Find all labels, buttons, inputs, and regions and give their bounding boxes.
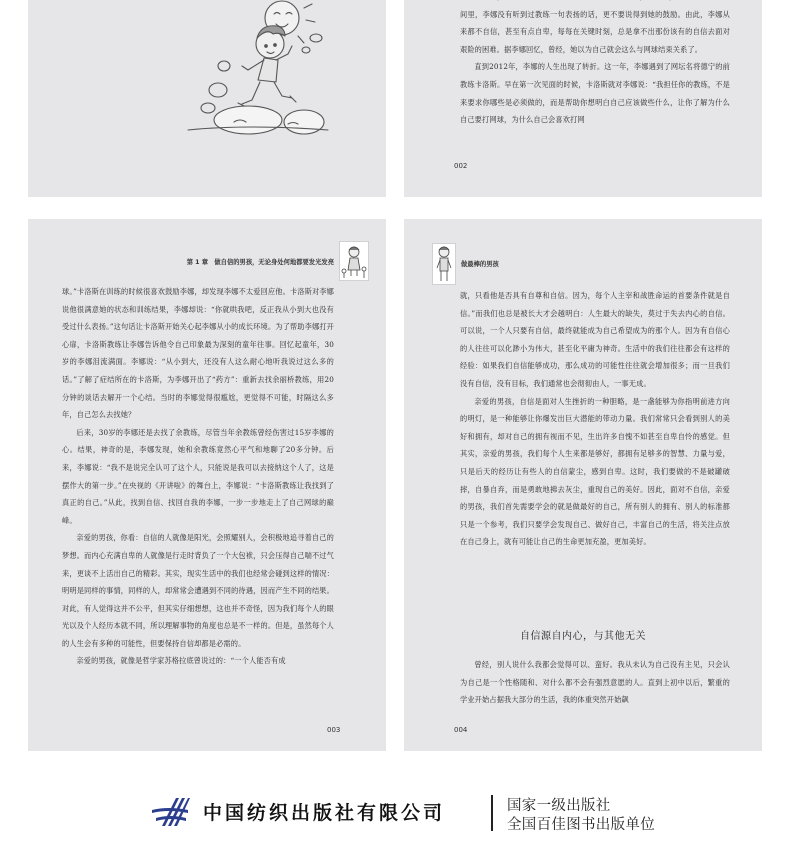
girl-with-flowers-icon xyxy=(339,241,369,281)
page-3-body xyxy=(62,283,334,670)
book-page-1 xyxy=(28,0,386,197)
paragraph: 球。”卡洛斯在训练的时候很喜欢鼓励李娜，却发现李娜不太爱回应他。卡洛斯对李娜说他很满意她的状态和训练结果，李娜却说：“你就哄我吧，反正我从小到大也没有受过什么表扬。”这句话让卡洛斯开始关心起李娜从小的成长环境。为了帮助李娜打开心扉，卡洛斯教练让李娜告诉他令自己印象最为深刻的童年往事。回忆起童年，30岁的李娜泪流满面。李娜说：“从小到大，还没有人这么耐心地听我说过这么多的话。”了解了症结所在的卡洛斯，为李娜开出了“药方”：重新去找余丽桥教练，用20分钟的谈话去解开一个心结。当时的李娜觉得很尴尬，更觉得不可能，时隔这么多年，自己怎么去找她？ xyxy=(62,287,334,420)
paragraph: 间里，李娜没有听到过教练一句表扬的话，更不要说得到她的鼓励。由此，李娜从来都不自信，甚至有点自卑，每每在关键时刻，总是拿不出那份该有的自信去面对艰险的困难。据李娜回忆，曾经，她以为自己就会这么与网球结束关系了。 xyxy=(460,9,730,54)
publisher-name: 中国纺织出版社有限公司 xyxy=(203,802,446,824)
boy-illustration xyxy=(178,0,338,140)
publisher-tagline-1: 国家一级出版社 xyxy=(507,798,611,814)
book-page-2 xyxy=(404,0,762,197)
paragraph: 亲爱的男孩，自信是面对人生挫折的一种胆略，是一盏能够为你指明前进方向的明灯，是一种能够让你爆发出巨大潜能的带动力量。我们常常只会看到别人的美好和拥有，却对自己的拥有视而不见，生出许多自愧不如甚至自卑自怜的感觉。但其实，亲爱的男孩，我们每个人生来都是够好，都拥有足够多的智慧、力量与爱，只是后天的经历让有些人的自信蒙尘，感到自卑。这时，我们要做的不是破罐破摔，自暴自弃，而是勇敢地拂去灰尘，重现自己的美好。因此，面对不自信，亲爱的男孩，我们首先需要学会的就是做最好的自己，所有别人的拥有、别人的标准都只是一个参考，我们只要学会发现自己、做好自己，丰富自己的生活，将关注点放在自己身上，就有可能让自己的生命更加充盈，更加美好。 xyxy=(460,396,730,547)
page-4-body xyxy=(460,287,730,551)
page-number: 003 xyxy=(327,726,341,734)
book-page-3 xyxy=(28,219,386,751)
paragraph: 亲爱的男孩，就像是哲学家苏格拉底曾说过的：“一个人能否有成 xyxy=(76,656,286,666)
paragraph: 曾经，别人说什么我都会觉得可以、蛮好。我从未认为自己没有主见，只会认为自己是一个性格随和、对什么都不会有强烈意愿的人。直到上初中以后，繁重的学业开始占据我大部分的生活，我的体重突然开始飙 xyxy=(460,660,730,705)
publisher-tagline-2: 全国百佳图书出版单位 xyxy=(507,817,655,833)
publisher-logo-icon xyxy=(152,796,190,828)
running-head: 做最棒的男孩 xyxy=(461,261,499,268)
page-4-body-continued xyxy=(460,656,730,709)
paragraph: 亲爱的男孩，你看：自信的人就像是阳光，会照耀别人，会积极地追寻着自己的梦想。而内心充满自卑的人就像是行走时背负了一个大包袱，只会压得自己喘不过气来，更谈不上活出自己的精彩。其实，现实生活中的我们也经常会碰到这样的情况：明明是同样的事情，同样的人，却常常会遭遇到不同的待遇，因而产生不同的结果。对此，有人觉得这并不公平，但其实仔细想想，这也并不奇怪，因为我们每个人的眼光以及个人经历本就不同，所以理解事物的角度也总是不一样的。但是，虽然每个人的人生会有多种的可能性，但要保持自信却都是必需的。 xyxy=(62,533,334,648)
page-number: 002 xyxy=(454,162,468,170)
publisher-footer xyxy=(0,780,790,850)
book-page-4 xyxy=(404,219,762,751)
page-number: 004 xyxy=(454,726,468,734)
section-title: 自信源自内心，与其他无关 xyxy=(520,631,646,642)
paragraph: 就，只看他是否具有自尊和自信。因为，每个人主宰和战胜命运的首要条件就是自信。”而我们也总是被长大才会越明白：人生最大的缺失，莫过于失去内心的自信。可以说，一个人只要有自信，最终就能成为自己希望成为的那个人。因为有自信心的人往往可以化渺小为伟大，甚至化平庸为神奇。生活中的我们往往都会有这样的经验：如果我们自信能够成功，那么成功的可能性往往就会增加很多；而一旦我们没有自信，没有目标，我们通常也会彻彻由人，一事无成。 xyxy=(460,291,730,388)
paragraph: 直到2012年，李娜的人生出现了转折。这一年，李娜遇到了网坛名将德宁的前教练卡洛斯。早在第一次见面的时候，卡洛斯就对李娜说：“我担任你的教练，不是来要求你哪些是必须做的，而是帮助你想明白自己应该做些什么，让你了解为什么自己要打网球，为什么自己会喜欢打网 xyxy=(460,62,730,125)
paragraph: 后来，30岁的李娜还是去找了余教练，尽管当年余教练曾经伤害过15岁李娜的心。结果，神奇的是，李娜发现，她和余教练竟然心平气和地聊了20多分钟。后来，李娜说：“我不是说完全认可了这个人，只能说是我可以去接纳这个人了，这是摆作大的第一步。”在央视的《开讲啦》的舞台上，李娜说：“卡洛斯教练让我找到了真正的自己。”从此，找到自信、找回自我的李娜，一步一步地走上了自己网球的巅峰。 xyxy=(62,427,334,525)
boy-standing-icon xyxy=(432,243,456,285)
running-head: 第 1 章 做自信的男孩，无论身处何地都要发光发亮 xyxy=(186,259,334,266)
divider xyxy=(491,795,493,831)
page-2-body xyxy=(460,0,730,129)
